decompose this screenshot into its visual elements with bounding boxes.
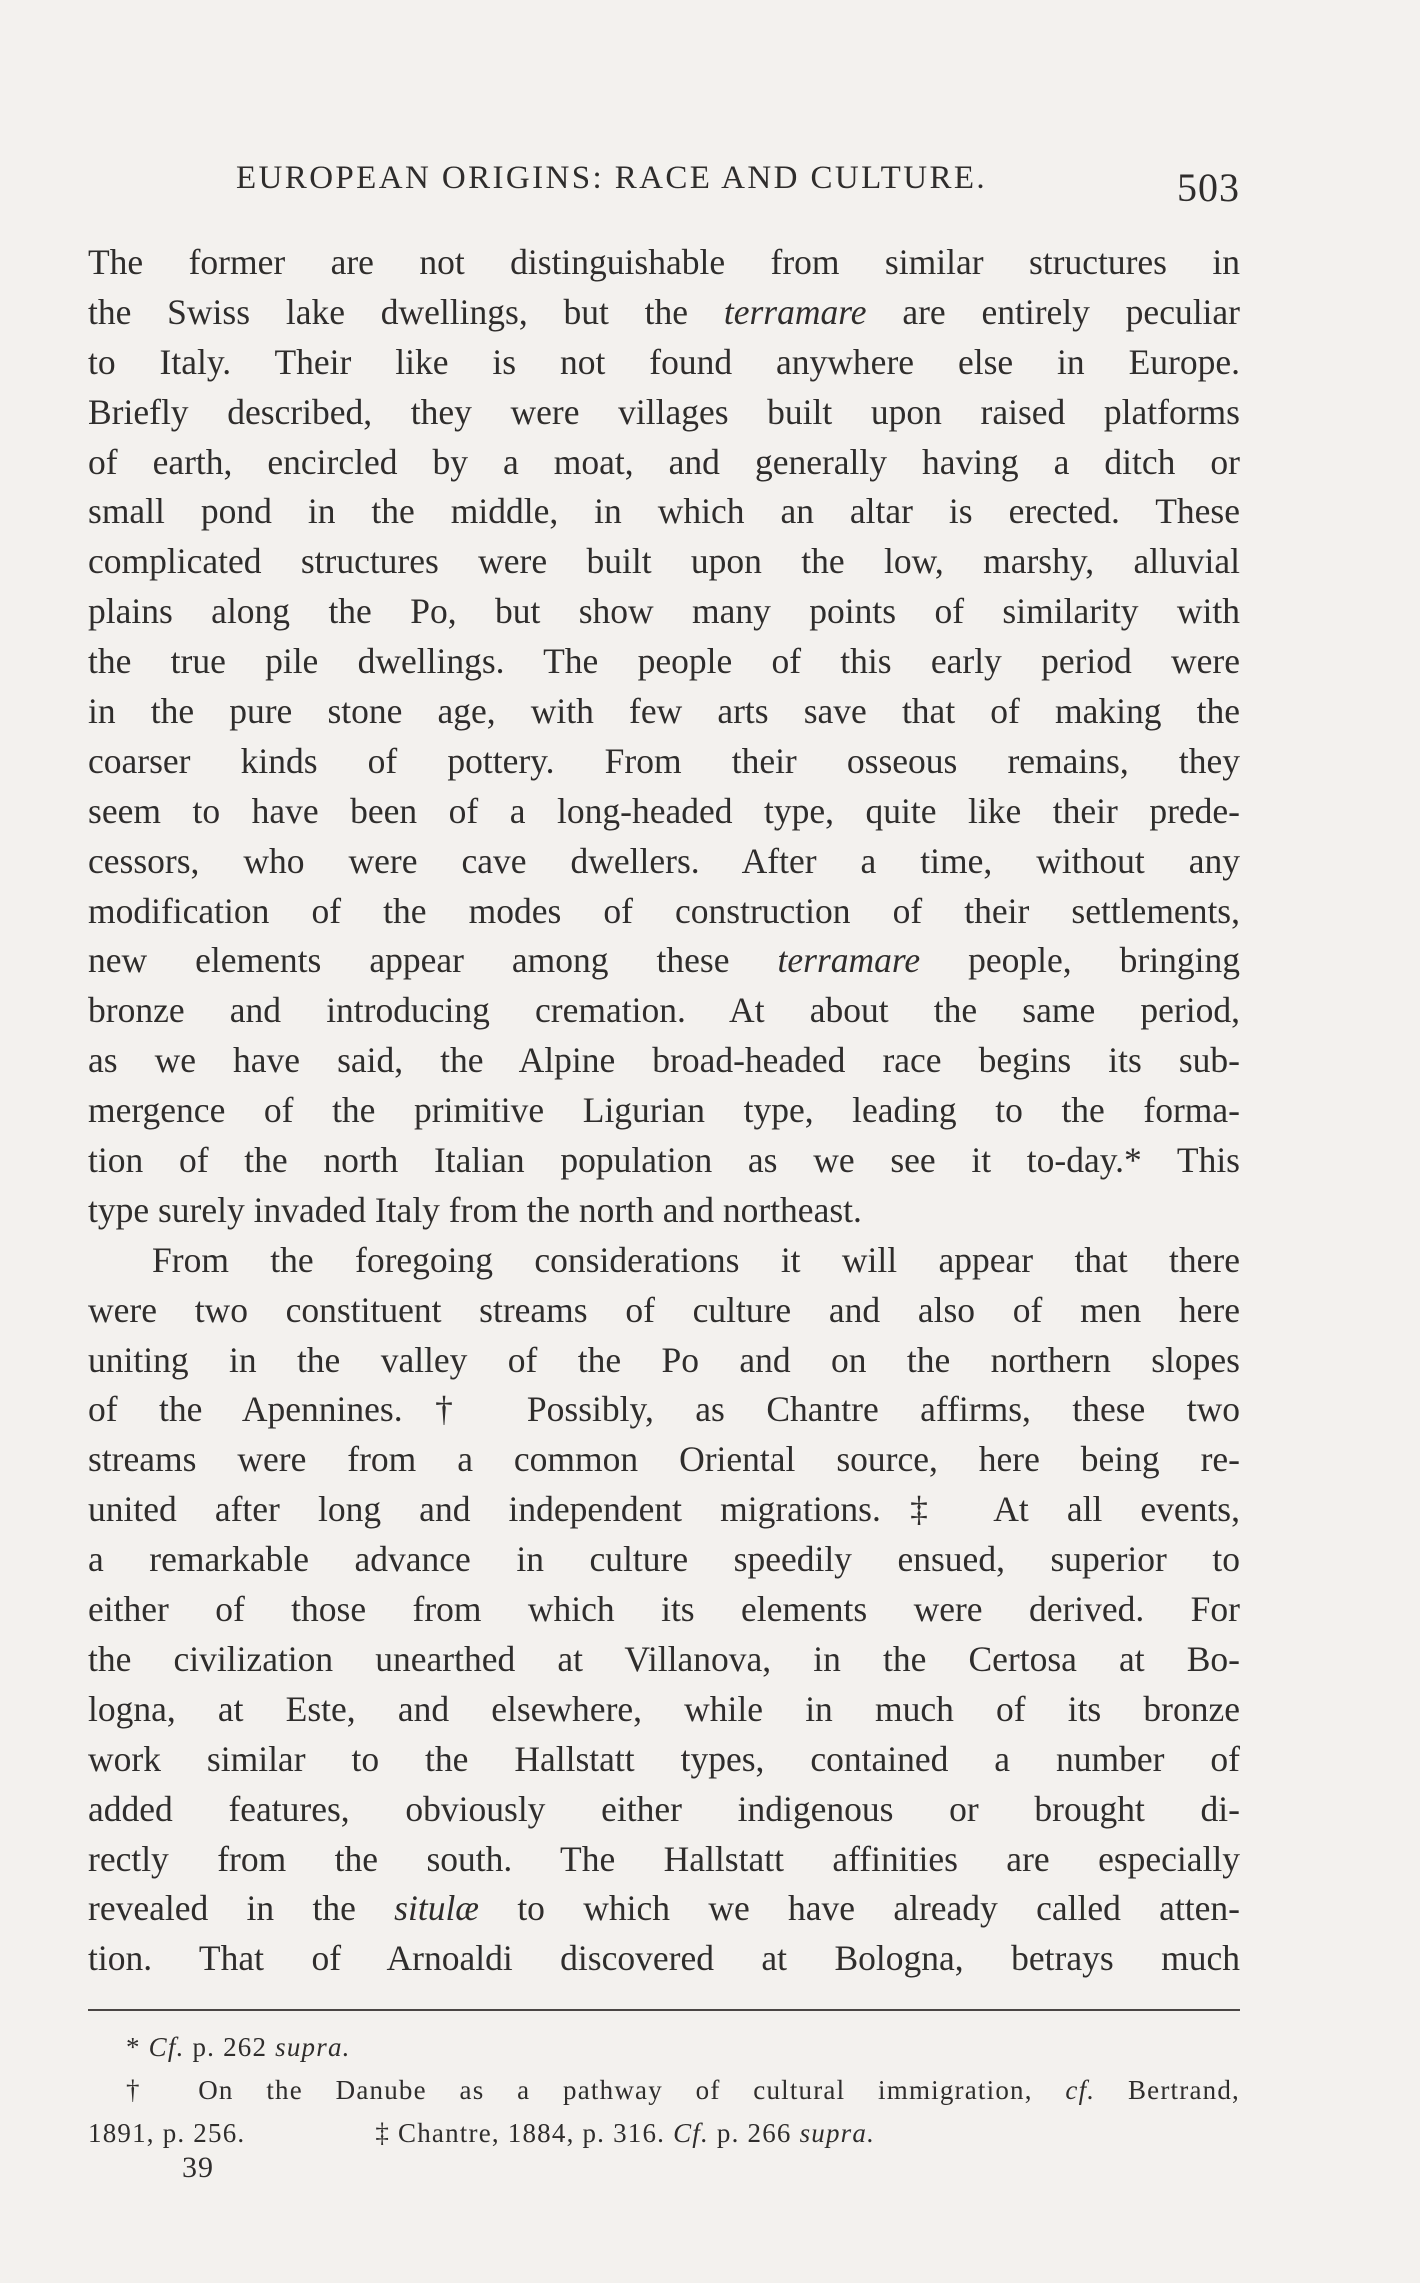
text-line: the Swiss lake dwellings, but the terramare are entirely peculiar [88,291,1241,332]
footnote-2-cf: cf. [1065,2075,1096,2105]
text-line: tion of the north Italian population as we see it to-day.* This [88,1140,1240,1181]
footnote-divider [88,2009,1240,2011]
text-line: added features, obviously either indigenous or brought di- [88,1788,1240,1829]
footnote-3-page: p. 266 [708,2118,800,2148]
footnote-3-text: ‡ Chantre, 1884, p. 316. [375,2118,674,2148]
text-line: the civilization unearthed at Villanova, in the Certosa at Bo- [88,1638,1240,1679]
text-line: logna, at Este, and elsewhere, while in much of its bronze [88,1688,1240,1729]
footnote-1-cf: Cf. [148,2032,185,2062]
text-line: plains along the Po, but show many points of similarity with [88,591,1240,632]
footnote-1 [88,2026,1240,2069]
running-head: EUROPEAN ORIGINS: RACE AND CULTURE. [236,160,988,196]
paragraph-end-line: type surely invaded Italy from the north and northeast. [88,1189,862,1230]
signature-mark: 39 [182,2151,214,2184]
text-line: seem to have been of a long-headed type, quite like their prede- [88,790,1240,831]
footnote-2-text-b: Bertrand, [1095,2075,1240,2105]
text-line: as we have said, the Alpine broad-headed race begins its sub- [88,1040,1240,1081]
text-line: the true pile dwellings. The people of this early period were [88,641,1240,682]
text-line: complicated structures were built upon the low, marshy, alluvial [88,541,1240,582]
footnote-2-line-2 [88,2112,1240,2155]
text-line: Briefly described, they were villages built upon raised platforms [88,391,1240,432]
footnotes [88,2026,1240,2155]
body-text [88,238,1240,1984]
footnote-1-text: p. 262 [184,2032,276,2062]
footnote-2-line-1 [88,2069,1240,2112]
text-line: united after long and independent migrations.‡ At all events, [88,1489,1240,1530]
text-line: new elements appear among these terramare people, bringing [88,940,1240,981]
footnote-3-cf: Cf. [673,2118,709,2148]
text-line: of earth, encircled by a moat, and generally having a ditch or [88,441,1240,482]
text-line: uniting in the valley of the Po and on the northern slopes [88,1339,1240,1380]
text-line: tion. That of Arnoaldi discovered at Bologna, betrays much [88,1938,1240,1979]
text-line: small pond in the middle, in which an altar is erected. These [88,491,1240,532]
text-line: coarser kinds of pottery. From their osseous remains, they [88,740,1240,781]
text-line: in the pure stone age, with few arts save that of making the [88,691,1240,732]
text-line: of the Apennines.† Possibly, as Chantre affirms, these two [88,1389,1240,1430]
footnote-1-mark: * [126,2032,149,2062]
paragraph-start-line: From the foregoing considerations it will appear that there [152,1239,1240,1280]
text-line: work similar to the Hallstatt types, contained a number of [88,1738,1240,1779]
text-line: The former are not distinguishable from similar structures in [88,242,1240,282]
text-line: either of those from which its elements were derived. For [88,1589,1240,1630]
footnote-2-text-a: † On the Danube as a pathway of cultural immigration, [126,2075,1066,2105]
text-line: modification of the modes of construction of their settlements, [88,890,1240,931]
text-line: cessors, who were cave dwellers. After a time, without any [88,840,1240,881]
text-line: revealed in the situlæ to which we have already called atten- [88,1888,1240,1929]
footnote-3-supra: supra. [799,2118,876,2148]
text-line: were two constituent streams of culture and also of men here [88,1289,1240,1330]
text-line: bronze and introducing cremation. At about the same period, [88,990,1240,1031]
footnote-1-supra: supra. [275,2032,351,2062]
text-line: rectly from the south. The Hallstatt affinities are especially [88,1838,1240,1879]
text-line: a remarkable advance in culture speedily ensued, superior to [88,1539,1240,1580]
text-line: streams were from a common Oriental source, here being re- [88,1439,1240,1480]
footnote-2-text-c: 1891, p. 256. [88,2118,246,2148]
page-number: 503 [1177,165,1240,210]
text-line: to Italy. Their like is not found anywhere else in Europe. [88,341,1240,382]
text-line: mergence of the primitive Ligurian type, leading to the forma- [88,1090,1240,1131]
page-header [88,152,1240,212]
